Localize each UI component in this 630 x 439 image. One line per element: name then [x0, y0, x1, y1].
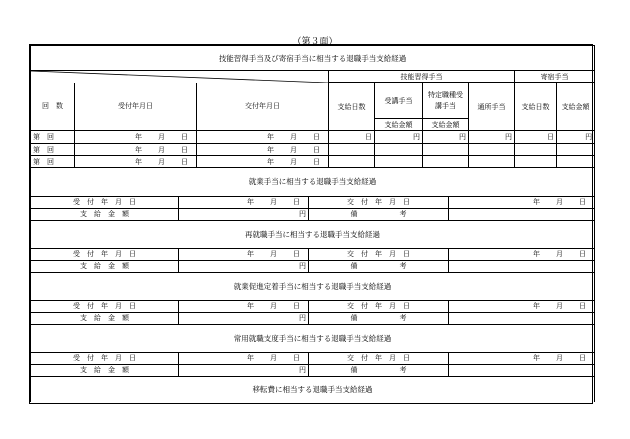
received-date-field[interactable]: 年 月 日 [75, 144, 197, 156]
lodge-amount-field[interactable] [557, 156, 595, 168]
received-label: 受 付 年 月 日 [31, 196, 179, 208]
remarks-label: 備 考 [309, 364, 449, 376]
amount-field[interactable]: 円 [179, 208, 309, 220]
col-course-amount: 支給金額 [375, 119, 423, 131]
remarks-label: 備 考 [309, 208, 449, 220]
amount-label: 支 給 金 額 [31, 312, 179, 324]
issued-date-field[interactable]: 年 月 日 [449, 352, 595, 364]
lodge-days-field[interactable]: 日 [515, 131, 557, 144]
section-title: 再就職手当に相当する退職手当支給経過 [31, 220, 595, 248]
section-title: 就業促進定着手当に相当する退職手当支給経過 [31, 272, 595, 300]
special-amount-field[interactable]: 円 [423, 131, 469, 144]
lodge-amount-field[interactable]: 円 [557, 131, 595, 144]
ginou-table [30, 45, 595, 168]
received-label: 受 付 年 月 日 [31, 300, 179, 312]
section-title: 常用就職支度手当に相当する退職手当支給経過 [31, 324, 595, 352]
remarks-field[interactable] [449, 364, 595, 376]
form-frame [29, 44, 593, 404]
col-commute: 通所手当 [469, 83, 515, 131]
amount-field[interactable]: 円 [179, 260, 309, 272]
commute-amount-field[interactable] [469, 156, 515, 168]
received-label: 受 付 年 月 日 [31, 352, 179, 364]
issued-date-field[interactable]: 年 月 日 [449, 248, 595, 260]
course-amount-field[interactable]: 円 [375, 131, 423, 144]
lodging-header: 寄宿手当 [515, 71, 595, 83]
col-lodge-days: 支給日数 [515, 83, 557, 131]
days-field[interactable] [329, 156, 375, 168]
remarks-field[interactable] [449, 208, 595, 220]
section-title-moving: 移転費に相当する退職手当支給経過 [31, 376, 595, 402]
course-amount-field[interactable] [375, 156, 423, 168]
lodge-amount-field[interactable] [557, 144, 595, 156]
col-issued: 交付年月日 [197, 83, 329, 131]
row-label: 第 回 [31, 144, 75, 156]
amount-label: 支 給 金 額 [31, 208, 179, 220]
col-received: 受付年月日 [75, 83, 197, 131]
issued-date-field[interactable]: 年 月 日 [197, 144, 329, 156]
issued-label: 交 付 年 月 日 [309, 300, 449, 312]
diagonal-line [31, 71, 328, 83]
amount-label: 支 給 金 額 [31, 364, 179, 376]
ginou-row [31, 156, 595, 168]
received-date-field[interactable]: 年 月 日 [179, 300, 309, 312]
remarks-label: 備 考 [309, 312, 449, 324]
issued-label: 交 付 年 月 日 [309, 248, 449, 260]
received-label: 受 付 年 月 日 [31, 248, 179, 260]
issued-date-field[interactable]: 年 月 日 [197, 156, 329, 168]
received-date-field[interactable]: 年 月 日 [179, 248, 309, 260]
col-special-amount: 支給金額 [423, 119, 469, 131]
course-amount-field[interactable] [375, 144, 423, 156]
received-date-field[interactable]: 年 月 日 [179, 352, 309, 364]
special-amount-field[interactable] [423, 156, 469, 168]
days-field[interactable] [329, 144, 375, 156]
ginou-row [31, 131, 595, 144]
lodge-days-field[interactable] [515, 156, 557, 168]
page-label: （第３面） [292, 37, 338, 47]
days-field[interactable]: 日 [329, 131, 375, 144]
remarks-field[interactable] [449, 312, 595, 324]
received-date-field[interactable]: 年 月 日 [75, 131, 197, 144]
issued-date-field[interactable]: 年 月 日 [449, 300, 595, 312]
ginou-title: 技能習得手当及び寄宿手当に相当する退職手当支給経過 [31, 46, 595, 71]
skill-header: 技能習得手当 [329, 71, 515, 83]
col-course: 受講手当 [375, 83, 423, 119]
row-label: 第 回 [31, 156, 75, 168]
issued-date-field[interactable]: 年 月 日 [197, 131, 329, 144]
sections-table [30, 168, 595, 402]
col-lodge-amount: 支給金額 [557, 83, 595, 131]
amount-field[interactable]: 円 [179, 364, 309, 376]
row-label: 第 回 [31, 131, 75, 144]
special-amount-field[interactable] [423, 144, 469, 156]
issued-label: 交 付 年 月 日 [309, 196, 449, 208]
remarks-label: 備 考 [309, 260, 449, 272]
col-days: 支給日数 [329, 83, 375, 131]
amount-field[interactable]: 円 [179, 312, 309, 324]
col-number: 回 数 [31, 83, 75, 131]
commute-amount-field[interactable]: 円 [469, 131, 515, 144]
section-title: 就業手当に相当する退職手当支給経過 [31, 168, 595, 196]
col-special: 特定職種受講手当 [423, 83, 469, 119]
received-date-field[interactable]: 年 月 日 [179, 196, 309, 208]
commute-amount-field[interactable] [469, 144, 515, 156]
issued-date-field[interactable]: 年 月 日 [449, 196, 595, 208]
lodge-days-field[interactable] [515, 144, 557, 156]
received-date-field[interactable]: 年 月 日 [75, 156, 197, 168]
ginou-row [31, 144, 595, 156]
amount-label: 支 給 金 額 [31, 260, 179, 272]
issued-label: 交 付 年 月 日 [309, 352, 449, 364]
remarks-field[interactable] [449, 260, 595, 272]
header-diagonal-cell [31, 71, 329, 83]
